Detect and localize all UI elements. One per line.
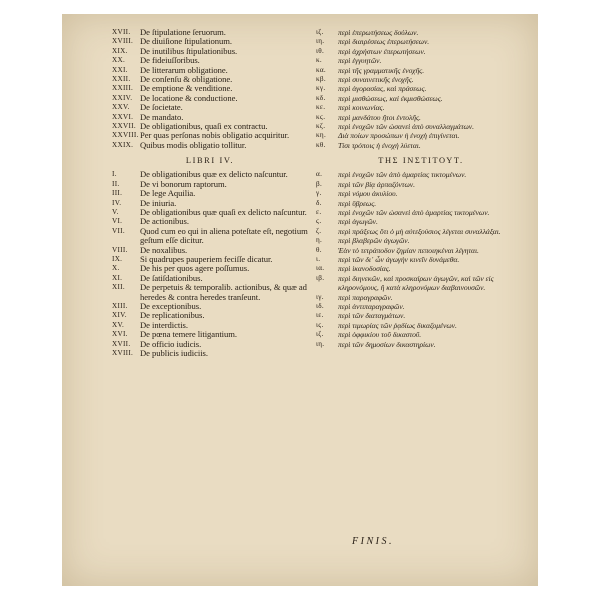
index-entry — [316, 141, 526, 150]
index-entry — [316, 321, 526, 330]
index-entry — [316, 236, 526, 245]
entry-number: V. — [112, 207, 119, 216]
greek-book-heading: ΤΗΣ ΙΝΣΤΙΤΟΥΤ. — [378, 156, 464, 166]
entry-number: VII. — [112, 226, 125, 235]
entry-number: ιγ. — [316, 292, 324, 301]
index-entry — [316, 103, 526, 112]
entry-title: περὶ ὀφφικίου τοῦ δικαστοῦ. — [338, 330, 422, 340]
entry-number: XXVI. — [112, 112, 134, 121]
entry-number: δ. — [316, 198, 322, 207]
entry-title: περὶ τῶν βίᾳ ἀρπαζόντων. — [338, 179, 415, 189]
entry-number: ια. — [316, 264, 325, 273]
entry-number: κβ. — [316, 75, 326, 84]
entry-title: De his per quos agere poſſumus. — [140, 263, 250, 274]
entry-number: κδ. — [316, 93, 326, 102]
entry-title: De vi bonorum raptorum. — [140, 178, 227, 189]
entry-title: Ἐὰν τὸ τετράποδον ζημίαν πεποιηκέναι λέγηται. — [338, 245, 479, 255]
entry-number: XVI. — [112, 330, 128, 339]
entry-title: De perpetuis & temporalib. actionibus, & quæ ad heredes & contra heredes tranſeunt. — [140, 282, 307, 302]
index-entry — [316, 56, 526, 65]
entry-title: De iniuria. — [140, 197, 177, 208]
entry-number: ιζ. — [316, 28, 324, 36]
entry-title: περὶ μανδάτου ἤτοι ἐντολῆς. — [338, 112, 421, 122]
entry-number: XXI. — [112, 65, 128, 74]
greek-entries-book-3 — [316, 28, 526, 150]
entry-title: De inutilibus ſtipulationibus. — [140, 45, 238, 56]
entry-number: κγ. — [316, 84, 326, 93]
entry-number: η. — [316, 236, 323, 245]
entry-title: περὶ τῆς γραμματικῆς ἐνοχῆς. — [338, 65, 425, 75]
index-entry — [316, 311, 526, 320]
entry-title: περὶ νόμου ἀκυλίου. — [338, 189, 398, 199]
entry-number: ιβ. — [316, 273, 325, 282]
entry-number: XVIII. — [112, 37, 134, 46]
entry-number: XIV. — [112, 311, 127, 320]
entry-title: De obligationibus quæ quaſi ex delicto naſcuntur. — [140, 206, 307, 217]
entry-title: περὶ ἀγωγῶν. — [338, 217, 378, 227]
entry-number: XIII. — [112, 301, 128, 310]
entry-title: De ſocietate. — [140, 102, 183, 113]
entry-title: De publicis iudiciis. — [140, 348, 208, 358]
entry-title: περὶ διαιρέσεως ἐπερωτήσεων. — [338, 37, 430, 47]
entry-number: ε. — [316, 207, 322, 216]
entry-title: περὶ τῶν δημοσίων δικαστηρίων. — [338, 339, 436, 349]
entry-title: De exceptionibus. — [140, 300, 202, 311]
index-entry — [316, 180, 526, 189]
entry-number: XX. — [112, 56, 126, 65]
entry-title: De diuiſione ſtipulationum. — [140, 36, 232, 47]
entry-title: Si quadrupes pauperiem feciſſe dicatur. — [140, 253, 273, 264]
entry-number: α. — [316, 170, 323, 179]
entry-number: κθ. — [316, 140, 326, 149]
entry-title: De officio iudicis. — [140, 338, 202, 349]
entry-number: ζ. — [316, 226, 322, 235]
entry-number: III. — [112, 189, 123, 198]
index-entry — [316, 28, 526, 37]
entry-title: De actionibus. — [140, 216, 189, 227]
entry-title: περὶ διηνεκῶν, καὶ προσκαίρων ἀγωγῶν, καὶ τῶν εἰς κληρονόμους, ἢ κατὰ κληρονόμων διαβαινουσῶν. — [338, 273, 494, 293]
book-page — [62, 14, 538, 586]
entry-number: ϛ. — [316, 217, 322, 226]
index-entry — [316, 199, 526, 208]
entry-number: IV. — [112, 198, 122, 207]
entry-number: I. — [112, 170, 117, 179]
entry-title: περὶ παραγραφῶν. — [338, 292, 393, 302]
entry-title: De noxalibus. — [140, 244, 188, 255]
index-entry — [316, 84, 526, 93]
entry-number: XV. — [112, 320, 125, 329]
entry-title: De conſenſu & obligatione. — [140, 74, 233, 85]
entry-number: θ. — [316, 245, 322, 254]
index-entry — [316, 94, 526, 103]
entry-number: XVII. — [112, 339, 131, 348]
entry-title: περὶ τιμωρίας τῶν ῥᾳδίως δικαζομένων. — [338, 320, 457, 330]
entry-title: περὶ συναινετικῆς ἐνοχῆς. — [338, 75, 414, 85]
entry-title: περὶ μισθώσεως, καὶ ἐκμισθώσεως. — [338, 93, 443, 103]
entry-title: περὶ ἱκανοδοσίας. — [338, 264, 391, 274]
index-entry — [316, 340, 526, 349]
entry-number: XVII. — [112, 28, 131, 36]
index-entry — [112, 349, 308, 358]
entry-number: VI. — [112, 217, 123, 226]
entry-title: De obligationibus, quaſi ex contractu. — [140, 121, 268, 132]
entry-number: κε. — [316, 103, 326, 112]
entry-title: περὶ ἐπερωτήσεως δούλων. — [338, 28, 419, 37]
entry-title: περὶ ἐνοχῶν τῶν ὡσανεὶ ἀπὸ συναλλαγμάτων. — [338, 122, 474, 132]
entry-title: περὶ ἀντιπαραγραφῶν. — [338, 301, 405, 311]
entry-number: XI. — [112, 273, 123, 282]
index-entry — [316, 37, 526, 46]
index-entry — [316, 227, 526, 236]
entry-title: Per quas perſonas nobis obligatio acquiritur. — [140, 130, 290, 141]
latin-book-heading: LIBRI IV. — [185, 156, 235, 166]
entry-title: περὶ ἐγγυητῶν. — [338, 56, 382, 66]
entry-title: Τίσι τρόποις ἡ ἐνοχὴ λύεται. — [338, 140, 421, 150]
index-entry — [316, 66, 526, 75]
index-entry — [316, 122, 526, 131]
entry-title: De litterarum obligatione. — [140, 64, 228, 75]
entry-number: γ. — [316, 189, 322, 198]
entry-number: VIII. — [112, 245, 128, 254]
index-entry — [316, 330, 526, 339]
index-entry — [316, 47, 526, 56]
entry-number: XVIII. — [112, 349, 134, 357]
entry-number: κ. — [316, 56, 323, 65]
index-entry — [316, 208, 526, 217]
entry-number: ιθ. — [316, 46, 325, 55]
latin-entries-book-3 — [112, 28, 308, 150]
entry-number: XXIX. — [112, 140, 134, 149]
index-entry — [316, 189, 526, 198]
index-entry — [316, 255, 526, 264]
index-entry — [316, 131, 526, 140]
entry-title: Διὰ ποίων προσώπων ἡ ἐνοχὴ ἐπιγίνεται. — [338, 131, 460, 141]
entry-number: II. — [112, 179, 120, 188]
greek-index-column — [316, 28, 526, 349]
entry-title: De ſatiſdationibus. — [140, 272, 203, 283]
entry-title: De replicationibus. — [140, 310, 205, 321]
entry-number: κϛ. — [316, 112, 326, 121]
entry-title: De lege Aquilia. — [140, 188, 196, 199]
entry-title: De interdictis. — [140, 319, 188, 330]
entry-title: De fideiuſſoribus. — [140, 55, 200, 66]
index-entry — [316, 170, 526, 179]
entry-number: κζ. — [316, 122, 326, 131]
entry-title: περὶ τῶν διαταγμάτων. — [338, 311, 406, 321]
entry-title: περὶ βλαβερῶν ἀγωγῶν. — [338, 236, 410, 246]
entry-title: De obligationibus quæ ex delicto naſcuntur. — [140, 169, 288, 180]
finis-mark: FINIS. — [352, 536, 394, 547]
entry-number: X. — [112, 264, 120, 273]
entry-number: IX. — [112, 254, 123, 263]
entry-title: περὶ τῶν δι᾽ ὧν ἀγωγὴν κινεῖν δυνάμεθα. — [338, 254, 460, 264]
entry-number: ιη. — [316, 339, 325, 348]
entry-number: κα. — [316, 65, 327, 74]
entry-number: XXVIII. — [112, 131, 139, 140]
entry-title: De emptione & venditione. — [140, 83, 233, 94]
index-entry — [316, 75, 526, 84]
entry-number: XXII. — [112, 75, 131, 84]
greek-entries-book-4 — [316, 170, 526, 349]
entry-number: ιδ. — [316, 301, 325, 310]
entry-number: XXIII. — [112, 84, 134, 93]
index-entry — [316, 217, 526, 226]
latin-entries-book-4 — [112, 170, 308, 358]
entry-number: ιη. — [316, 37, 325, 46]
entry-number: XXVII. — [112, 122, 136, 131]
index-entry — [112, 283, 308, 302]
index-entry — [316, 264, 526, 273]
latin-index-column — [112, 28, 308, 358]
entry-number: XXIV. — [112, 93, 133, 102]
entry-title: περὶ ἀχρήστων ἐπερωτήσεων. — [338, 46, 426, 56]
entry-title: περὶ ὕβρεως. — [338, 198, 377, 208]
entry-number: XXV. — [112, 103, 130, 112]
entry-title: De locatione & conductione. — [140, 92, 238, 103]
entry-number: β. — [316, 179, 323, 188]
entry-title: Quod cum eo qui in aliena poteſtate eſt, negotium geſtum eſſe dicitur. — [140, 225, 308, 246]
index-entry — [112, 141, 308, 150]
entry-title: περὶ πράξεως ὅτι ὁ μὴ αὐτεξούσιος λέγεται συναλλάξαι. — [338, 226, 501, 236]
index-entry — [316, 246, 526, 255]
index-entry — [316, 302, 526, 311]
entry-number: ι. — [316, 254, 321, 263]
index-entry — [316, 274, 526, 293]
entry-title: περὶ ἀγορασίας, καὶ πράσεως. — [338, 84, 427, 94]
entry-title: De ſtipulatione ſeruorum. — [140, 27, 226, 37]
entry-number: ιε. — [316, 311, 324, 320]
entry-number: XII. — [112, 283, 125, 292]
entry-title: Quibus modis obligatio tollitur. — [140, 139, 247, 150]
entry-title: περὶ ἐνοχῶν τῶν ὡσανεὶ ἀπὸ ἁμαρτίας τικτομένων. — [338, 207, 490, 217]
entry-number: ιϛ. — [316, 320, 324, 329]
entry-title: περὶ κοινωνίας. — [338, 103, 385, 113]
index-entry — [316, 113, 526, 122]
entry-number: ιζ. — [316, 330, 324, 339]
entry-title: περὶ ἐνοχῶν τῶν ἀπὸ ἁμαρτίας τικτομένων. — [338, 170, 467, 180]
entry-number: κη. — [316, 131, 327, 140]
entry-title: De mandato. — [140, 111, 184, 122]
index-entry — [316, 293, 526, 302]
entry-title: De pœna temere litigantium. — [140, 329, 237, 340]
index-entry — [112, 227, 308, 246]
entry-number: XIX. — [112, 46, 128, 55]
